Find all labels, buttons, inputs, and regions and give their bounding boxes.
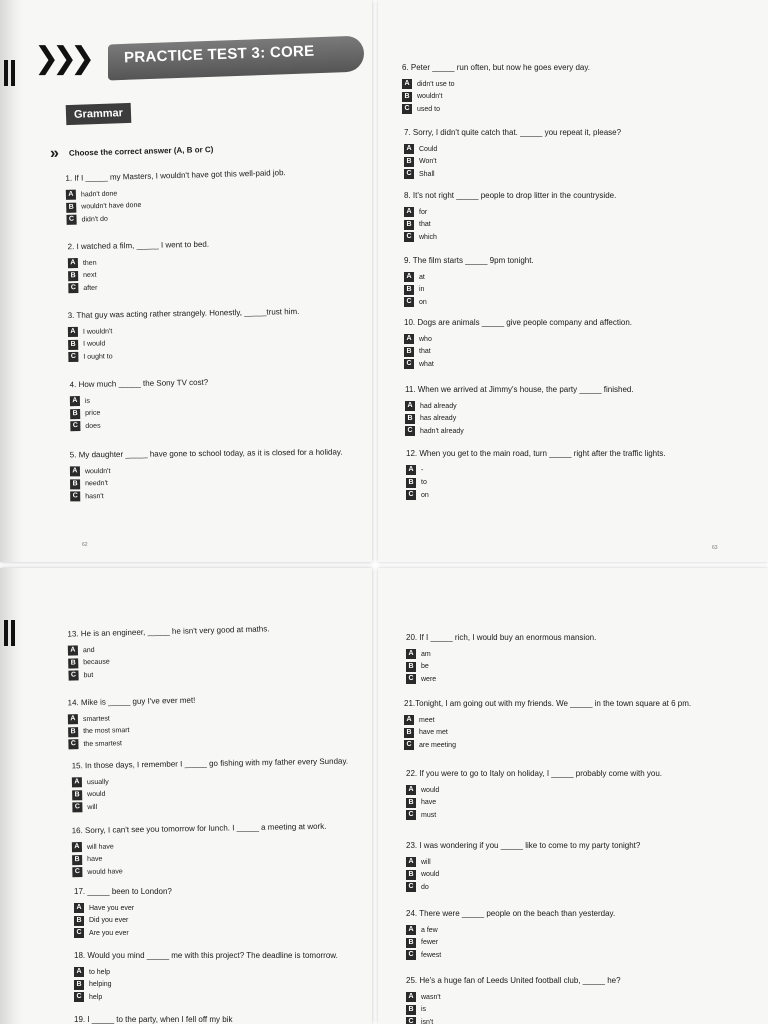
option-text: to help <box>89 968 111 976</box>
option-letter: B <box>404 157 414 167</box>
option-b[interactable] <box>404 727 691 740</box>
option-letter: B <box>72 790 82 800</box>
tab-marker <box>11 620 15 646</box>
option-text: because <box>83 658 110 667</box>
option-letter: A <box>74 967 84 977</box>
option-text: would have <box>87 868 123 876</box>
option-b[interactable] <box>406 477 666 490</box>
option-text: on <box>421 491 429 499</box>
option-letter: B <box>402 92 412 102</box>
option-letter: B <box>74 980 84 990</box>
option-letter: C <box>70 421 80 431</box>
option-text: hasn't <box>85 492 104 501</box>
option-text: meet <box>419 716 435 724</box>
chevron-icon: ❯ <box>70 42 96 75</box>
option-letter: A <box>70 396 80 406</box>
option-text: needn't <box>85 480 108 488</box>
option-text: Shall <box>419 170 435 178</box>
option-letter: A <box>406 465 416 475</box>
question-7 <box>404 127 621 181</box>
question-text: 9. The film starts _____ 9pm tonight. <box>404 256 534 265</box>
option-a[interactable] <box>406 784 662 797</box>
option-letter: C <box>404 740 414 750</box>
question-2 <box>68 239 210 295</box>
option-a[interactable] <box>404 714 691 727</box>
option-letter: A <box>68 646 78 656</box>
question-24 <box>406 908 615 962</box>
option-c[interactable] <box>406 949 615 962</box>
question-25 <box>406 975 621 1024</box>
option-a[interactable] <box>406 991 621 1004</box>
option-text: for <box>419 208 428 216</box>
question-text: 16. Sorry, I can't see you tomorrow for lunch. I _____ a meeting at work. <box>71 821 327 836</box>
option-text: - <box>421 466 424 474</box>
question-text: 22. If you were to go to Italy on holiday, I _____ probably come with you. <box>406 769 663 778</box>
option-letter: C <box>404 359 414 369</box>
option-text: fewer <box>421 939 439 947</box>
question-9 <box>404 255 534 309</box>
option-text: wouldn't <box>84 467 111 476</box>
option-text: wouldn't <box>417 93 443 101</box>
question-text: 2. I watched a film, _____ I went to bed. <box>67 239 210 252</box>
option-text: Could <box>419 145 438 153</box>
option-a[interactable] <box>404 143 621 156</box>
question-11 <box>405 384 634 438</box>
option-c[interactable] <box>402 103 590 116</box>
option-text: will <box>87 803 98 811</box>
option-c[interactable] <box>68 736 196 751</box>
option-text: wouldn't have done <box>81 202 142 211</box>
question-20 <box>406 632 596 686</box>
option-b[interactable] <box>404 346 632 359</box>
instruction-text: Choose the correct answer (A, B or C) <box>68 144 214 158</box>
option-letter: C <box>406 674 416 684</box>
question-text: 17. _____ been to London? <box>74 887 172 896</box>
option-a[interactable] <box>74 966 338 979</box>
question-text: 1. If I _____ my Masters, I wouldn't have got this well-paid job. <box>65 168 286 183</box>
option-letter: B <box>404 728 414 738</box>
question-22 <box>406 768 662 822</box>
option-letter: B <box>72 855 82 865</box>
option-letter: B <box>406 478 416 488</box>
question-text: 20. If I _____ rich, I would buy an enormous mansion. <box>406 633 597 642</box>
option-letter: A <box>406 785 416 795</box>
option-letter: B <box>74 916 84 926</box>
option-text: Did you ever <box>89 917 129 925</box>
option-a[interactable] <box>406 856 640 869</box>
option-letter: A <box>405 401 415 411</box>
question-text: 21.Tonight, I am going out with my friends. We _____ in the town square at 6 pm. <box>404 699 692 708</box>
option-text: didn't use to <box>417 80 455 88</box>
option-letter: A <box>66 190 76 200</box>
option-a[interactable] <box>74 902 172 915</box>
page-left-lower <box>0 568 372 1024</box>
option-b[interactable] <box>406 869 640 882</box>
option-text: do <box>421 883 429 891</box>
question-text: 5. My daughter _____ have gone to school today, as it is closed for a holiday. <box>69 447 343 460</box>
option-text: has already <box>420 415 457 423</box>
tab-marker <box>11 60 15 86</box>
question-text: 24. There were _____ people on the beach than yesterday. <box>406 909 616 918</box>
option-text: usually <box>86 778 109 786</box>
question-text: 11. When we arrived at Jimmy's house, the party _____ finished. <box>405 385 634 394</box>
option-letter: C <box>406 950 416 960</box>
option-b[interactable] <box>402 91 590 104</box>
question-text: 19. I _____ to the party, when I fell off my bik <box>74 1015 233 1024</box>
option-letter: C <box>70 492 80 502</box>
option-letter: B <box>66 202 76 212</box>
option-text: isn't <box>421 1018 434 1024</box>
option-text: at <box>419 273 425 281</box>
option-letter: C <box>68 352 78 362</box>
option-letter: C <box>74 992 84 1002</box>
option-c[interactable] <box>404 231 616 244</box>
option-text: next <box>83 271 97 280</box>
option-text: to <box>421 479 427 487</box>
option-letter: B <box>406 1005 416 1015</box>
question-text: 8. It's not right _____ people to drop litter in the countryside. <box>404 191 617 200</box>
option-text: will <box>421 858 431 866</box>
option-text: hadn't already <box>420 427 464 435</box>
option-b[interactable] <box>74 915 172 928</box>
option-letter: C <box>406 490 416 500</box>
question-text: 25. He's a huge fan of Leeds United football club, _____ he? <box>406 976 621 985</box>
option-text: Won't <box>419 158 437 166</box>
option-c[interactable] <box>404 296 534 309</box>
option-text: after <box>83 284 98 292</box>
option-b[interactable] <box>406 661 596 674</box>
option-letter: B <box>68 727 78 737</box>
option-a[interactable] <box>406 464 666 477</box>
option-text: are meeting <box>419 741 456 749</box>
question-text: 18. Would you mind _____ me with this project? The deadline is tomorrow. <box>74 951 338 960</box>
section-label: Grammar <box>66 103 132 125</box>
option-a[interactable] <box>405 400 634 413</box>
option-b[interactable] <box>406 797 662 810</box>
option-text: fewest <box>421 951 442 959</box>
option-text: then <box>82 259 97 267</box>
option-text: Are you ever <box>89 929 129 937</box>
option-letter: C <box>406 810 416 820</box>
question-text: 7. Sorry, I didn't quite catch that. _____ you repeat it, please? <box>404 128 622 137</box>
option-text: what <box>419 360 434 368</box>
question-5 <box>70 447 343 503</box>
option-letter: A <box>404 334 414 344</box>
option-letter: C <box>405 426 415 436</box>
option-letter: B <box>70 479 80 489</box>
option-letter: A <box>404 144 414 154</box>
page-spine <box>0 568 22 1024</box>
option-text: but <box>83 671 94 679</box>
question-text: 6. Peter _____ run often, but now he goes every day. <box>402 63 590 72</box>
option-letter: C <box>404 297 414 307</box>
double-chevron-icon: » <box>49 144 60 163</box>
chevron-icon: ❯ <box>52 42 78 75</box>
option-letter: B <box>404 285 414 295</box>
page-right-lower <box>378 568 768 1024</box>
option-letter: C <box>68 671 78 681</box>
option-letter: A <box>68 258 78 268</box>
option-text: a few <box>421 926 438 934</box>
page-62 <box>0 0 372 562</box>
question-4 <box>70 377 210 433</box>
option-text: that <box>419 221 431 229</box>
option-letter: A <box>68 327 78 337</box>
option-text: have <box>421 799 437 807</box>
option-a[interactable] <box>406 924 615 937</box>
option-letter: A <box>406 992 416 1002</box>
option-letter: B <box>404 220 414 230</box>
option-letter: A <box>404 207 414 217</box>
option-text: used to <box>417 105 440 113</box>
question-14 <box>67 695 196 751</box>
option-text: didn't do <box>81 215 108 224</box>
option-letter: B <box>70 409 80 419</box>
option-text: hadn't done <box>80 190 118 199</box>
option-letter: A <box>70 467 80 477</box>
question-text: 12. When you get to the main road, turn _____ right after the traffic lights. <box>406 449 666 458</box>
option-text: had already <box>420 402 457 410</box>
option-text: have <box>87 855 103 864</box>
page-title: PRACTICE TEST 3: CORE <box>123 42 315 67</box>
option-text: be <box>421 663 429 671</box>
option-a[interactable] <box>404 206 616 219</box>
question-6 <box>402 62 590 116</box>
option-letter: A <box>402 79 412 89</box>
option-letter: B <box>406 662 416 672</box>
option-letter: B <box>406 870 416 880</box>
option-letter: A <box>406 649 416 659</box>
option-text: help <box>89 993 103 1001</box>
question-1 <box>65 167 287 226</box>
option-letter: B <box>406 798 416 808</box>
option-text: will have <box>86 843 114 851</box>
option-letter: C <box>404 232 414 242</box>
option-letter: B <box>405 414 415 424</box>
option-text: were <box>421 675 437 683</box>
option-c[interactable] <box>406 809 662 822</box>
option-b[interactable] <box>74 979 338 992</box>
page-number: 62 <box>82 542 88 548</box>
option-b[interactable] <box>406 937 615 950</box>
question-13 <box>67 623 270 682</box>
option-text: on <box>419 298 427 306</box>
option-text: the smartest <box>83 739 123 748</box>
option-text: wasn't <box>421 993 441 1001</box>
question-16 <box>72 821 328 879</box>
option-text: in <box>419 286 425 294</box>
option-letter: C <box>72 802 82 812</box>
option-letter: C <box>74 928 84 938</box>
option-letter: A <box>404 715 414 725</box>
question-23 <box>406 840 640 894</box>
question-text: 15. In those days, I remember I _____ go fishing with my father every Sunday. <box>71 756 349 771</box>
option-letter: C <box>68 739 78 749</box>
option-text: does <box>85 422 101 430</box>
option-text: and <box>82 646 95 655</box>
option-letter: C <box>68 283 78 293</box>
question-19 <box>74 1014 232 1024</box>
option-text: who <box>419 335 432 343</box>
option-text: which <box>419 233 437 241</box>
option-b[interactable] <box>404 219 616 232</box>
option-letter: A <box>72 777 82 787</box>
tab-marker <box>4 620 8 646</box>
option-letter: C <box>406 1017 416 1024</box>
option-text: would <box>421 871 440 879</box>
option-letter: B <box>68 340 78 350</box>
option-b[interactable] <box>406 1004 621 1017</box>
option-letter: B <box>68 658 78 668</box>
option-c[interactable] <box>406 1016 621 1024</box>
option-c[interactable] <box>404 358 632 371</box>
page-spine <box>0 0 22 562</box>
option-c[interactable] <box>406 489 666 502</box>
option-c[interactable] <box>70 488 343 503</box>
option-c[interactable] <box>68 280 210 295</box>
option-c[interactable] <box>68 347 300 364</box>
question-21 <box>404 698 691 752</box>
question-18 <box>74 950 338 1004</box>
option-c[interactable] <box>74 991 338 1004</box>
test-banner <box>30 38 364 80</box>
option-letter: B <box>406 938 416 948</box>
option-text: I would <box>83 340 106 349</box>
question-17 <box>74 886 172 940</box>
question-text: 14. Mike is _____ guy I've ever met! <box>67 695 196 708</box>
option-b[interactable] <box>404 284 534 297</box>
option-text: have met <box>419 729 448 737</box>
question-text: 4. How much _____ the Sony TV cost? <box>69 377 209 390</box>
tab-marker <box>4 60 8 86</box>
question-text: 23. I was wondering if you _____ like to come to my party tonight? <box>406 841 641 850</box>
option-letter: C <box>72 867 82 877</box>
option-letter: B <box>404 347 414 357</box>
question-15 <box>72 756 349 814</box>
option-text: helping <box>89 981 112 989</box>
option-text: I wouldn't <box>82 327 113 336</box>
option-letter: A <box>68 714 78 724</box>
option-letter: A <box>406 925 416 935</box>
question-8 <box>404 190 616 244</box>
option-text: is <box>421 1006 427 1014</box>
question-text: 13. He is an engineer, _____ he isn't very good at maths. <box>67 624 270 639</box>
option-text: smartest <box>82 715 110 723</box>
option-c[interactable] <box>74 927 172 940</box>
option-letter: A <box>72 842 82 852</box>
option-c[interactable] <box>406 881 640 894</box>
option-text: would <box>421 786 440 794</box>
option-letter: A <box>74 903 84 913</box>
instructions <box>50 141 214 163</box>
question-3 <box>68 306 301 364</box>
option-a[interactable] <box>404 333 632 346</box>
question-12 <box>406 448 666 502</box>
option-letter: B <box>68 271 78 281</box>
option-c[interactable] <box>404 739 691 752</box>
option-text: price <box>85 409 101 418</box>
page-number: 63 <box>712 545 718 551</box>
option-a[interactable] <box>402 78 590 91</box>
option-text: that <box>419 348 431 356</box>
page-63 <box>378 0 768 562</box>
option-letter: A <box>404 272 414 282</box>
question-text: 10. Dogs are animals _____ give people company and affection. <box>404 318 633 327</box>
option-text: Have you ever <box>89 904 135 912</box>
option-letter: C <box>404 169 414 179</box>
option-text: is <box>84 397 91 405</box>
option-letter: A <box>406 857 416 867</box>
chevron-icon: ❯ <box>34 42 60 75</box>
question-10 <box>404 317 632 371</box>
option-letter: C <box>406 882 416 892</box>
option-text: the most smart <box>83 727 130 736</box>
option-b[interactable] <box>404 156 621 169</box>
option-c[interactable] <box>406 673 596 686</box>
option-c[interactable] <box>70 418 209 433</box>
option-text: must <box>421 811 437 819</box>
option-text: I ought to <box>83 352 113 361</box>
option-c[interactable] <box>405 425 634 438</box>
option-text: would <box>87 791 106 799</box>
option-text: am <box>421 650 431 658</box>
option-a[interactable] <box>404 271 534 284</box>
option-a[interactable] <box>406 648 596 661</box>
option-letter: C <box>402 104 412 114</box>
option-letter: C <box>66 215 76 225</box>
question-text: 3. That guy was acting rather strangely. Honestly, _____trust him. <box>67 306 300 321</box>
option-c[interactable] <box>404 168 621 181</box>
option-b[interactable] <box>405 413 634 426</box>
